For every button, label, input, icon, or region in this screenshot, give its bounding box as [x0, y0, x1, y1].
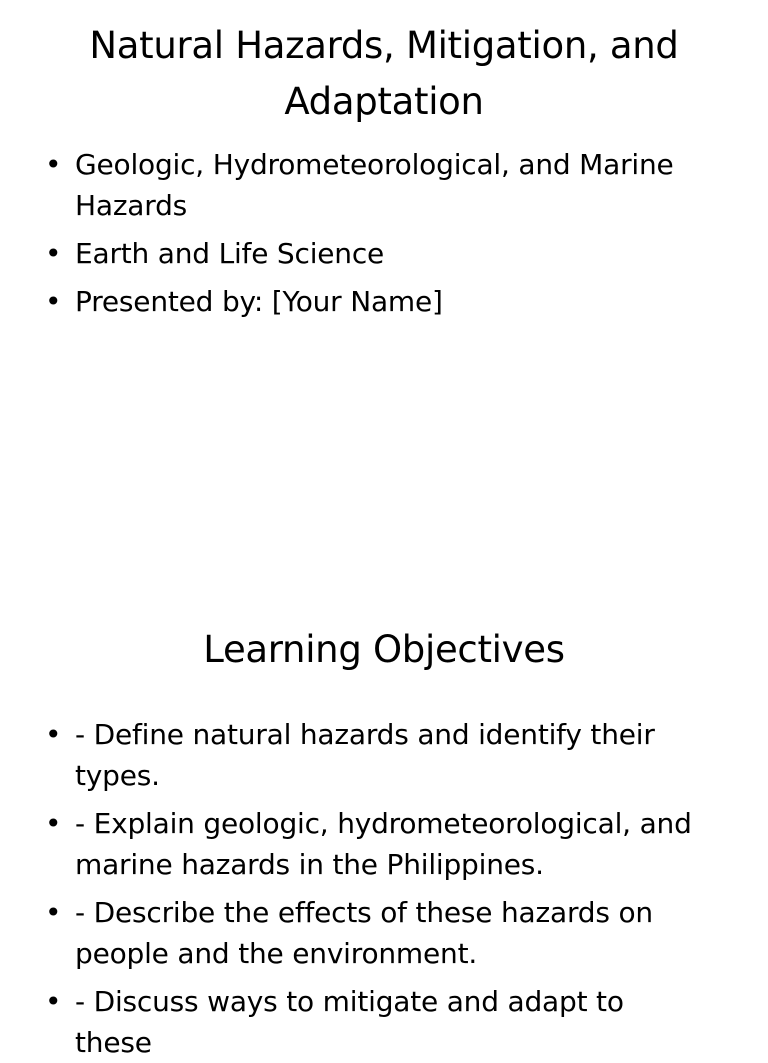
list-item: [0, 714, 768, 796]
list-item: [0, 803, 768, 885]
slide-title: Natural Hazards, Mitigation, and Adaptation: [89, 24, 679, 123]
bullet-icon: •: [45, 896, 62, 929]
bullet-text: - Explain geologic, hydrometeorological, and marine hazards in the Philippines.: [75, 807, 692, 881]
slide-learning-objectives: [0, 576, 768, 1059]
bullet-text: - Discuss ways to mitigate and adapt to these: [75, 985, 624, 1059]
list-item: [0, 233, 768, 274]
bullet-icon: •: [45, 985, 62, 1018]
bullet-icon: •: [45, 237, 62, 270]
list-item: [0, 981, 768, 1063]
bullet-list: [0, 144, 768, 322]
bullet-icon: •: [45, 285, 62, 318]
bullet-text: Earth and Life Science: [75, 237, 385, 270]
bullet-text: Geologic, Hydrometeorological, and Marine Hazards: [75, 148, 674, 222]
bullet-icon: •: [45, 718, 62, 751]
bullet-text: Presented by: [Your Name]: [75, 285, 443, 318]
bullet-icon: •: [45, 807, 62, 840]
slide-title: Learning Objectives: [203, 628, 565, 671]
list-item: [0, 281, 768, 322]
bullet-text: - Describe the effects of these hazards on people and the environment.: [75, 896, 653, 970]
list-item: [0, 144, 768, 226]
bullet-list: [0, 714, 768, 1063]
bullet-text: - Define natural hazards and identify their types.: [75, 718, 655, 792]
list-item: [0, 892, 768, 974]
bullet-icon: •: [45, 148, 62, 181]
